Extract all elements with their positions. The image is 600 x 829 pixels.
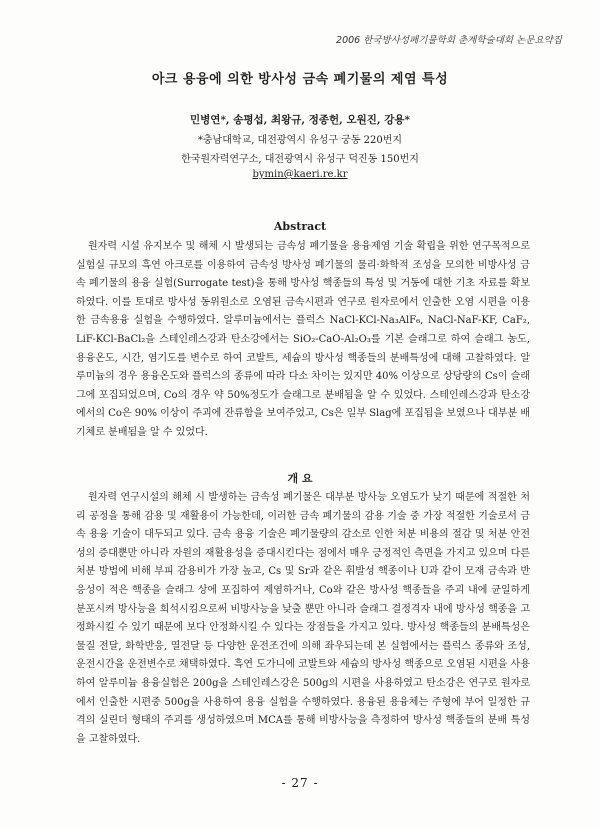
email-link[interactable]: bymin@kaeri.re.kr bbox=[252, 169, 348, 180]
running-header: 2006 한국방사성폐기물학회 춘계학술대회 논문요약집 bbox=[336, 35, 562, 46]
abstract-body: 원자력 시설 유지보수 및 해체 시 발생되는 금속성 폐기물을 용융제염 기술 확립을 위한 연구목적으로 실험실 규모의 흑연 아크로를 이용하여 금속성 방사성 폐기물의 물리·화학적 조성을 모의한 비방사성 금속 폐기물의 용융 실험(Surrogate test)을 통해 방사성 핵종들의 특성 및 거동에 대한 기초 자료를 확보하였다. 이를 토대로 방사성 동위원소로 오염된 금속시편과 연구로 원자로에서 인출한 오염 시편을 이용한 금속용융 실험을 수행하였다. 알루미늄에서는 플럭스 NaCl-KCl-Na₃AlF₆, NaCl-NaF-KF, CaF₂, LiF-KCl-BaCl₂을 스테인레스강과 탄소강에서는 SiO₂-CaO-Al₂O₃를 기본 슬래그로 하여 슬래그 농도, 용융온도, 시간, 염기도를 변수로 하여 코발트, 세슘의 방사성 핵종들의 분배특성에 대해 고찰하였다. 알루미늄의 경우 용융온도와 플럭스의 종류에 따라 다소 차이는 있지만 40% 이상으로 상당량의 Cs이 슬래그에 포집되었으며, Co의 경우 약 50%정도가 슬래그로 분배됨을 알 수 있었다. 스테인레스강과 탄소강에서의 Co은 90% 이상이 주괴에 잔류함을 보여주었고, Cs은 일부 Slag에 포집됨을 보였으나 대부분 배기체로 분배됨을 알 수 있었다. bbox=[76, 241, 530, 438]
page-number: - 27 - bbox=[281, 776, 319, 790]
abstract-heading: Abstract bbox=[273, 220, 327, 233]
intro-body: 원자력 연구시설의 해체 시 발생하는 금속성 폐기물은 대부분 방사능 오염도가 낮기 때문에 적절한 처리 공정을 통해 감용 및 재활용이 가능한데, 이러한 금속 폐기물의 감용 기술 중 가장 적절한 기술로서 금속 용융 기술이 대두되고 있다. 금속 용융 기술은 폐기물량의 감소로 인한 처분 비용의 절감 및 처분 안전성의 증대뿐만 아니라 자원의 재활용성을 증대시킨다는 점에서 매우 긍정적인 측면을 가지고 있으며 다른 처분 방법에 비해 부피 감용비가 가장 높고, Cs 및 Sr과 같은 휘발성 핵종이나 U과 같이 모재 금속과 반응성이 적은 핵종을 슬래그 상에 포집하여 제염하거나, Co와 같은 방사성 핵종들을 주괴 내에 균일하게 분포시켜 방사능을 희석시킴으로써 비방사능을 낮출 뿐만 아니라 슬래그 결정격자 내에 방사성 핵종을 고정화시킬 수 있기 때문에 보다 안정화시킬 수 있다는 장점들을 가지고 있다. 방사성 핵종들의 분배특성은 물질 전달, 화학반응, 열전달 등 다양한 운전조건에 의해 좌우되는데 본 실험에서는 플럭스 종류와 조성, 운전시간을 운전변수로 채택하였다. 흑연 도가니에 코발트와 세슘의 방사성 핵종으로 오염된 시편을 사용하여 알루미늄 용융실험은 200g을 스테인레스강은 500g의 시편을 사용하였고 탄소강은 연구로 원자로에서 인출한 시편중 500g을 사용하여 용융 실험을 수행하였다. 용융된 용융체는 주형에 부어 일정한 규격의 실린더 형태의 주괴를 생성하였으며 MCA를 통해 비방사능을 측정하여 방사성 핵종들의 분배 특성을 고찰하였다. bbox=[76, 492, 530, 745]
affiliation-1: *충남대학교, 대전광역시 유성구 궁동 220번지 bbox=[197, 135, 403, 146]
intro-heading: 개 요 bbox=[287, 472, 313, 485]
author-list: 민병연*, 송평섭, 최왕규, 정종헌, 오원진, 강용* bbox=[190, 114, 410, 126]
author-email[interactable] bbox=[0, 169, 600, 180]
affiliation-2: 한국원자력연구소, 대전광역시 유성구 덕진동 150번지 bbox=[181, 154, 419, 165]
paper-title: 아크 용융에 의한 방사성 금속 폐기물의 제염 특성 bbox=[151, 72, 449, 87]
